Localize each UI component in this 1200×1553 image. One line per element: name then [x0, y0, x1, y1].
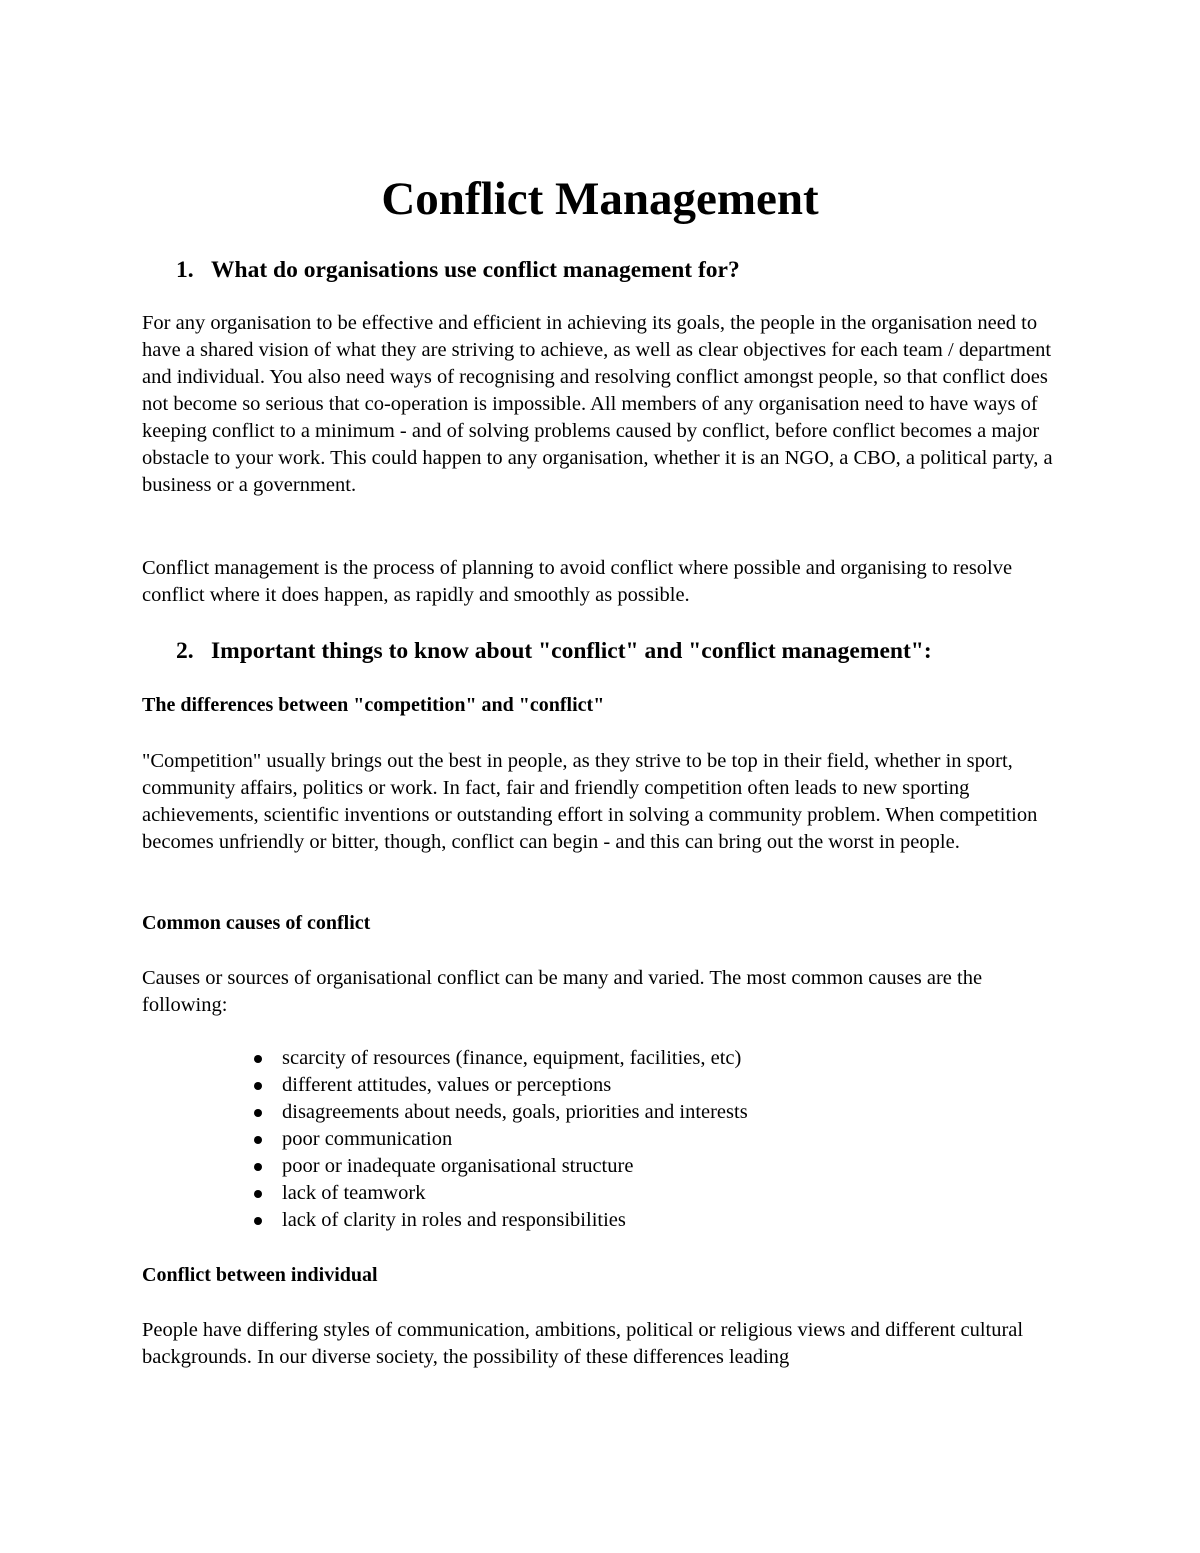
- bullet-icon: [254, 1136, 262, 1144]
- section-2-heading: [176, 636, 932, 666]
- subsection-individual-paragraph: People have differing styles of communication, ambitions, political or religious views and different cultural backgrounds. In our diverse society, the possibility of these differences leading: [142, 1319, 1024, 1368]
- document-page: [142, 0, 1062, 1553]
- list-item: disagreements about needs, goals, priorities and interests: [142, 1099, 748, 1126]
- bullet-icon: [254, 1163, 262, 1171]
- section-2-number: 2.: [176, 638, 194, 664]
- list-item: scarcity of resources (finance, equipment, facilities, etc): [142, 1045, 748, 1072]
- bullet-icon: [254, 1217, 262, 1225]
- subsection-competition-paragraph: "Competition" usually brings out the best in people, as they strive to be top in their field, whether in sport, community affairs, politics or work. In fact, fair and friendly competition often leads to new sporting achievements, scientific inventions or outstanding effort in solving a community problem. When competition becomes unfriendly or bitter, though, conflict can begin - and this can bring out the worst in people.: [142, 750, 1038, 853]
- list-item: lack of teamwork: [142, 1180, 748, 1207]
- section-1-paragraph-1: For any organisation to be effective and efficient in achieving its goals, the people in the organisation need to have a shared vision of what they are striving to achieve, as well as clear objectives for each team / department and individual. You also need ways of recognising and resolving conflict amongst people, so that conflict does not become so serious that co-operation is impossible. All members of any organisation need to have ways of keeping conflict to a minimum - and of solving problems caused by conflict, before conflict becomes a major obstacle to your work. This could happen to any organisation, whether it is an NGO, a CBO, a political party, a business or a government.: [142, 312, 1053, 496]
- page-title: Conflict Management: [381, 173, 819, 225]
- list-item: different attitudes, values or perceptions: [142, 1072, 748, 1099]
- subsection-causes-heading: Common causes of conflict: [142, 912, 371, 934]
- bullet-icon: [254, 1082, 262, 1090]
- bullet-icon: [254, 1055, 262, 1063]
- subsection-individual-heading: Conflict between individual: [142, 1264, 378, 1286]
- bullet-icon: [254, 1109, 262, 1117]
- section-1-heading-text: What do organisations use conflict management for?: [211, 257, 740, 283]
- list-item: poor or inadequate organisational structure: [142, 1153, 748, 1180]
- bullet-icon: [254, 1190, 262, 1198]
- section-2-heading-text: Important things to know about "conflict" and "conflict management":: [211, 638, 932, 664]
- section-1-number: 1.: [176, 257, 194, 283]
- causes-bullet-list: [142, 1045, 748, 1234]
- subsection-competition-heading: The differences between "competition" and "conflict": [142, 694, 605, 716]
- list-item: lack of clarity in roles and responsibilities: [142, 1207, 748, 1234]
- section-1-heading: [176, 255, 740, 285]
- list-item: poor communication: [142, 1126, 748, 1153]
- section-1-paragraph-2: Conflict management is the process of planning to avoid conflict where possible and organising to resolve conflict where it does happen, as rapidly and smoothly as possible.: [142, 557, 1013, 606]
- subsection-causes-paragraph: Causes or sources of organisational conflict can be many and varied. The most common causes are the following:: [142, 967, 983, 1016]
